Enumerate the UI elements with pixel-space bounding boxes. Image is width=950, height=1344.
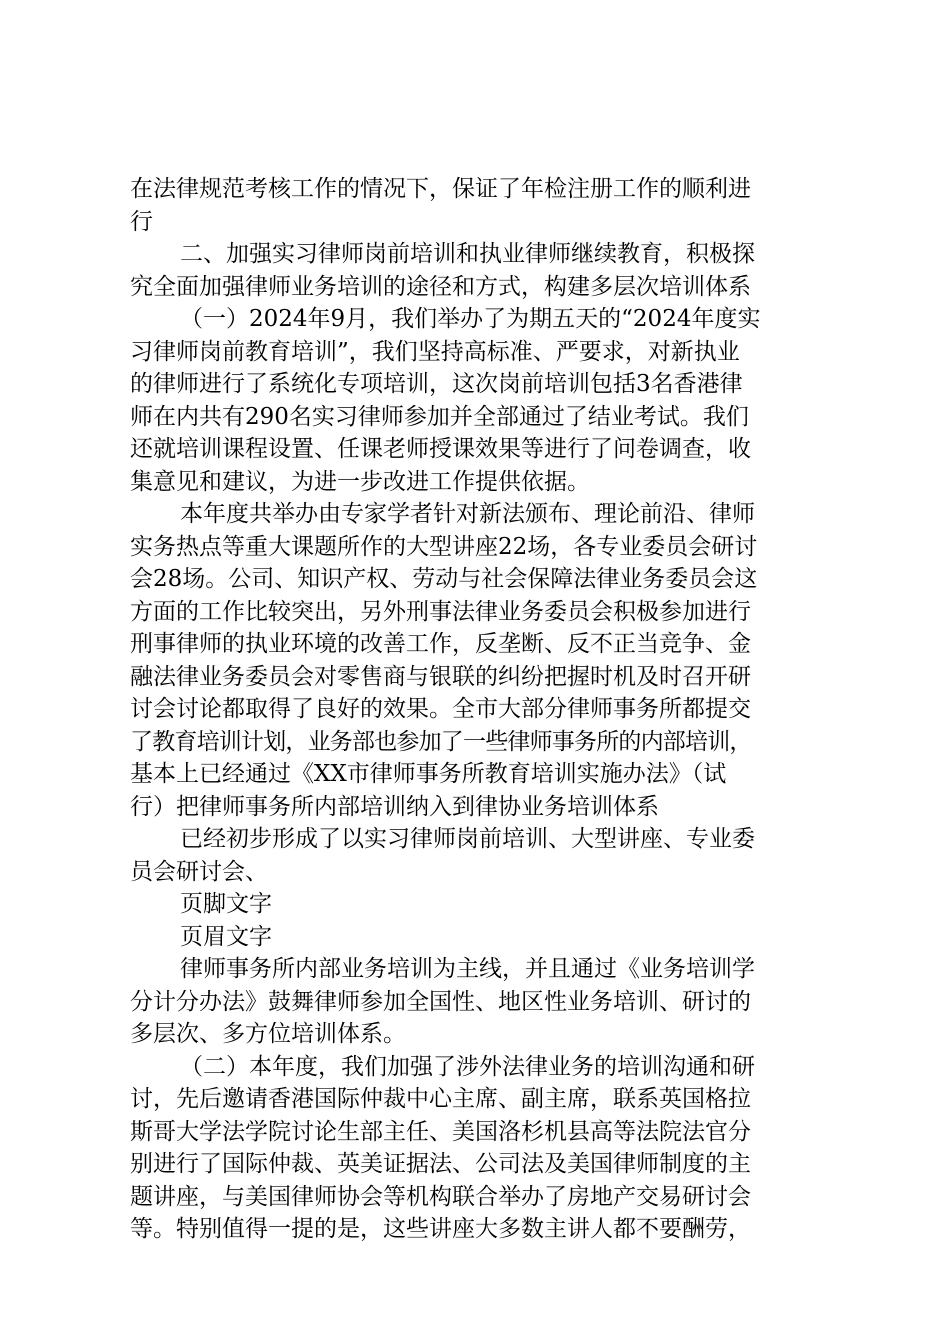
section-heading: 二、加强实习律师岗前培训和执业律师继续教育，积极探 (180, 241, 755, 267)
text-line: 在法律规范考核工作的情况下，保证了年检注册工作的顺利进 (130, 176, 751, 202)
text-line: 师在内共有290名实习律师参加并全部通过了结业考试。我们 (130, 403, 749, 430)
paragraph-start: 律师事务所内部业务培训为主线，并且通过《业务培训学 (180, 956, 755, 982)
text-line: 集意见和建议，为进一步改进工作提供依据。 (130, 468, 590, 495)
document-body (130, 173, 830, 1246)
paragraph-start: （一）2024年9月，我们举办了为期五天的“2024年度实 (180, 306, 761, 332)
text-line: 刑事律师的执业环境的改善工作，反垄断、反不正当竞争、金 (130, 631, 751, 657)
footer-placeholder-text: 页脚文字 (180, 891, 272, 917)
text-line: 斯哥大学法学院讨论生部主任、美国洛杉机县高等法院法官分 (130, 1118, 751, 1145)
text-line: 分计分办法》鼓舞律师参加全国性、地区性业务培训、研讨的 (130, 988, 751, 1015)
text-line: 等。特别值得一提的是，这些讲座大多数主讲人都不要酬劳， (130, 1216, 751, 1242)
paragraph-start: （二）本年度，我们加强了涉外法律业务的培训沟通和研 (180, 1053, 755, 1080)
text-line: 多层次、多方位培训体系。 (130, 1021, 406, 1047)
header-placeholder-text: 页眉文字 (180, 923, 272, 950)
text-line: 方面的工作比较突出，另外刑事法律业务委员会积极参加进行 (130, 598, 751, 625)
section-heading-continued: 究全面加强律师业务培训的途径和方式，构建多层次培训体系 (130, 273, 751, 300)
text-line: 的律师进行了系统化专项培训，这次岗前培训包括3名香港律 (130, 371, 743, 397)
text-line: 讨会讨论都取得了良好的效果。全市大部分律师事务所都提交 (130, 696, 751, 722)
text-line: 员会研讨会、 (130, 858, 268, 885)
text-line: 行）把律师事务所内部培训纳入到律协业务培训体系 (130, 793, 659, 820)
paragraph-start: 已经初步形成了以实习律师岗前培训、大型讲座、专业委 (180, 826, 755, 852)
text-line: 题讲座，与美国律师协会等机构联合举办了房地产交易研讨会 (130, 1183, 751, 1210)
text-line: 行 (130, 208, 153, 235)
text-line: 别进行了国际仲裁、英美证据法、公司法及美国律师制度的主 (130, 1151, 751, 1177)
text-line: 习律师岗前教育培训”，我们坚持高标准、严要求，对新执业 (130, 338, 740, 365)
text-line: 还就培训课程设置、任课老师授课效果等进行了问卷调查，收 (130, 436, 751, 462)
text-line: 基本上已经通过《XX市律师事务所教育培训实施办法》（试 (130, 761, 727, 787)
paragraph-start: 本年度共举办由专家学者针对新法颁布、理论前沿、律师 (180, 501, 755, 527)
text-line: 会28场。公司、知识产权、劳动与社会保障法律业务委员会这 (130, 566, 758, 592)
text-line: 融法律业务委员会对零售商与银联的纠纷把握时机及时召开研 (130, 663, 751, 690)
text-line: 实务热点等重大课题所作的大型讲座22场，各专业委员会研讨 (130, 533, 758, 560)
text-line: 讨，先后邀请香港国际仲裁中心主席、副主席，联系英国格拉 (130, 1086, 751, 1112)
text-line: 了教育培训计划，业务部也参加了一些律师事务所的内部培训， (130, 728, 752, 755)
